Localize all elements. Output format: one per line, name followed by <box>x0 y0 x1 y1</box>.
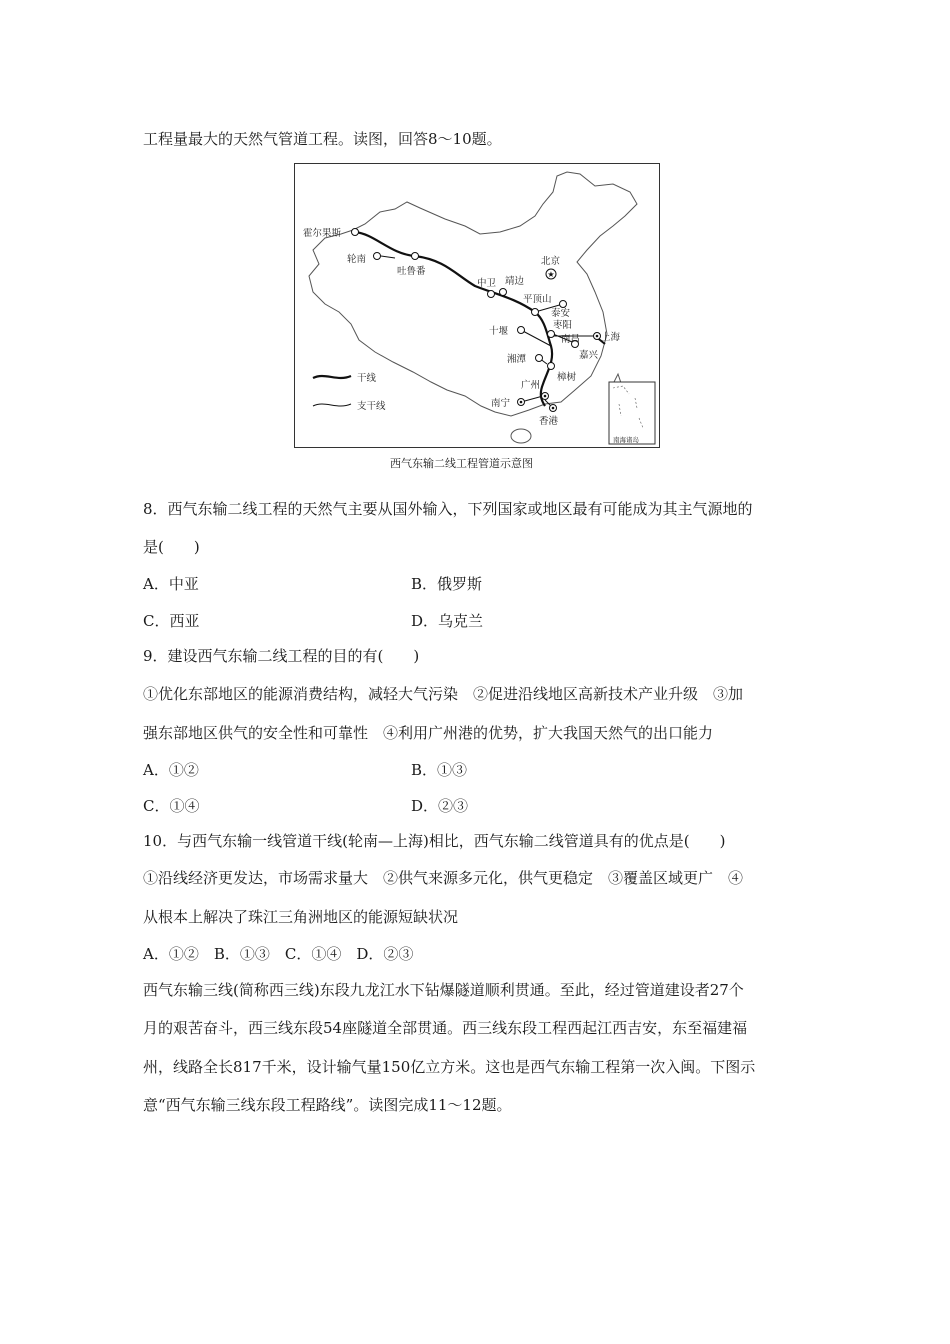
passage-line3: 州，线路全长817千米，设计输气量150亿立方米。这也是西气东输工程第一次入闽。下图示 <box>143 1058 756 1076</box>
q10-items-line1: ①沿线经济更发达，市场需求量大 ②供气来源多元化，供气更稳定 ③覆盖区域更广 ④ <box>143 869 744 887</box>
intro-text: 工程量最大的天然气管道工程。读图，回答8～10题。 <box>143 130 502 148</box>
label-taian: 泰安 <box>551 308 571 319</box>
passage-line4: 意“西气东输三线东段工程路线”。读图完成11～12题。 <box>143 1096 512 1114</box>
passage-line1: 西气东输三线(简称西三线)东段九龙江水下钻爆隧道顺利贯通。至此，经过管道建设者27个 <box>143 981 744 999</box>
label-zhongwei: 中卫 <box>477 278 497 289</box>
q10-stem: 10．与西气东输一线管道干线(轮南—上海)相比，西气东输二线管道具有的优点是( ) <box>143 832 726 850</box>
passage-line2: 月的艰苦奋斗，西三线东段54座隧道全部贯通。西三线东段工程西起江西吉安，东至福建福 <box>143 1019 748 1037</box>
node-nanning-dot <box>520 401 523 404</box>
branch-lunnan <box>381 256 395 258</box>
inset-label: 南海诸岛 <box>613 436 639 444</box>
q9-option-d: D．②③ <box>411 797 469 815</box>
node-pingdingshan <box>560 301 567 308</box>
legend-trunk-symbol <box>313 376 351 378</box>
label-beijing: 北京 <box>541 256 561 267</box>
q8-option-b: B．俄罗斯 <box>411 575 483 593</box>
map-caption: 西气东输二线工程管道示意图 <box>390 457 533 470</box>
node-xianggang-dot <box>552 407 555 410</box>
node-tulufan <box>412 253 419 260</box>
hainan-island <box>511 429 531 443</box>
q8-stem-line1: 8．西气东输二线工程的天然气主要从国外输入，下列国家或地区最有可能成为其主气源地的 <box>143 500 753 518</box>
q9-option-c: C．①④ <box>143 797 200 815</box>
label-nanchang: 南昌 <box>561 334 581 345</box>
legend-branch-label: 支干线 <box>357 401 386 412</box>
pipeline-map <box>294 163 660 448</box>
node-huoerguosi <box>352 229 359 236</box>
q9-items-line2: 强东部地区供气的安全性和可靠性 ④利用广州港的优势，扩大我国天然气的出口能力 <box>143 724 714 742</box>
node-zhangshu <box>548 363 555 370</box>
q9-option-b: B．①③ <box>411 761 468 779</box>
node-shanghai-dot <box>596 335 599 338</box>
node-taian <box>532 309 539 316</box>
label-jingbian: 靖边 <box>505 276 525 287</box>
node-zhongwei <box>488 291 495 298</box>
label-pingdingshan: 平顶山 <box>523 294 552 305</box>
label-jiaxing: 嘉兴 <box>579 350 599 361</box>
legend-branch-symbol <box>313 404 351 406</box>
label-tulufan: 吐鲁番 <box>397 266 426 277</box>
label-shanghai: 上海 <box>601 332 621 343</box>
south-china-sea-inset <box>609 382 655 444</box>
q8-option-d: D．乌克兰 <box>411 612 484 630</box>
label-xiangtan: 湘潭 <box>507 354 527 365</box>
label-guangzhou: 广州 <box>521 380 541 391</box>
q8-option-a: A．中亚 <box>143 575 199 593</box>
node-shiyan <box>518 327 525 334</box>
q8-option-c: C．西亚 <box>143 612 200 630</box>
star-icon: ★ <box>547 270 555 279</box>
q9-option-a: A．①② <box>143 761 199 779</box>
node-jingbian <box>500 289 507 296</box>
label-shiyan: 十堰 <box>489 326 509 337</box>
node-guangzhou-dot <box>544 395 547 398</box>
q9-items-line1: ①优化东部地区的能源消费结构，减轻大气污染 ②促进沿线地区高新技术产业升级 ③加 <box>143 685 744 703</box>
node-xiangtan <box>536 355 543 362</box>
label-lunnan: 轮南 <box>347 254 367 265</box>
label-xianggang: 香港 <box>539 416 559 427</box>
node-zaoyang <box>548 331 555 338</box>
q10-options: A．①② B．①③ C．①④ D．②③ <box>143 945 414 963</box>
map-drawing <box>295 164 659 447</box>
label-zaoyang: 枣阳 <box>553 320 573 331</box>
label-nanning: 南宁 <box>491 398 511 409</box>
q8-stem-line2: 是( ) <box>143 538 200 556</box>
label-zhangshu: 樟树 <box>557 372 577 383</box>
q9-stem: 9．建设西气东输二线工程的目的有( ) <box>143 647 420 665</box>
legend-trunk-label: 干线 <box>357 373 377 384</box>
node-lunnan <box>374 253 381 260</box>
label-huoerguosi: 霍尔果斯 <box>303 228 342 239</box>
q10-items-line2: 从根本上解决了珠江三角洲地区的能源短缺状况 <box>143 908 459 926</box>
